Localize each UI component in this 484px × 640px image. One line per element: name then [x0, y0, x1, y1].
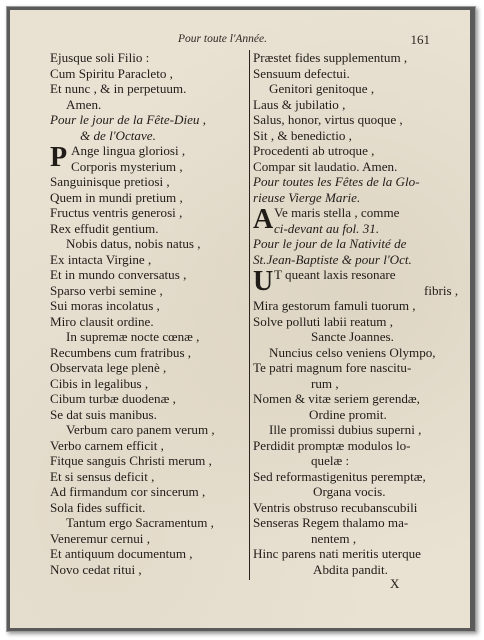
text-line: nentem , [311, 530, 357, 546]
text-line: Compar sit laudatio. Amen. [253, 158, 398, 174]
text-line: Ange lingua gloriosi , [71, 143, 186, 158]
text-line: Sed reformastigenitus peremptæ, [253, 468, 426, 484]
text-line: Te patri magnum fore nascitu- [253, 360, 412, 375]
section-heading: rieuse Vierge Marie. [253, 189, 361, 205]
text-line: Præstet fides supplementum , [253, 50, 408, 65]
text-line: Sit , & benedictio , [253, 127, 352, 143]
text-line: Perdidit promptæ modulos lo- [253, 437, 411, 453]
page-number: 161 [410, 32, 430, 47]
text-line: Cum Spiritu Paracleto , [50, 65, 173, 81]
section-heading: St.Jean-Baptiste & pour l'Oct. [253, 251, 412, 267]
book-page [10, 10, 470, 628]
text-line: Sparso verbi semine , [50, 282, 163, 298]
hymn-opening [253, 205, 451, 236]
text-line: Corporis mysterium , [71, 158, 183, 174]
text-line: In supremæ nocte cœnæ , [66, 329, 200, 344]
section-heading: Pour le jour de la Fête-Dieu , [50, 112, 206, 127]
text-line: T queant laxis resonare [274, 267, 396, 282]
text-line: ci-devant au fol. 31. [274, 220, 380, 236]
text-line: Senseras Regem thalamo ma- [253, 515, 409, 530]
text-line: Hinc parens nati meritis uterque [253, 546, 421, 561]
text-line: Et antiquum documentum , [50, 546, 193, 561]
text-line: Laus & jubilatio , [253, 96, 346, 112]
section-heading: & de l'Octave. [80, 127, 156, 143]
text-line: Sanguinisque pretiosi , [50, 174, 170, 189]
text-line: Se dat suis manibus. [50, 406, 157, 422]
drop-cap: U [253, 266, 274, 297]
text-line: Miro clausit ordine. [50, 313, 154, 329]
text-line: Abdita pandit. [313, 561, 388, 577]
signature-mark: X [390, 576, 400, 591]
running-header [10, 32, 470, 50]
text-line: Verbum caro panem verum , [66, 422, 215, 437]
column-divider [249, 50, 250, 580]
amen-line: Amen. [66, 96, 102, 112]
text-line: Ventris obstruso recubanscubili [253, 499, 418, 515]
text-line: Cibis in legalibus , [50, 375, 149, 391]
text-line: Fitque sanguis Christi merum , [50, 453, 212, 468]
section-heading: Pour toutes les Fêtes de la Glo- [253, 174, 420, 189]
text-line: Sensuum defectui. [253, 65, 350, 81]
text-line: Ad firmandum cor sincerum , [50, 484, 206, 499]
text-line: Cibum turbæ duodenæ , [50, 391, 176, 406]
text-line: Tantum ergo Sacramentum , [66, 515, 214, 530]
text-line: Solve polluti labii reatum , [253, 313, 394, 329]
left-column [50, 50, 246, 577]
hymn-opening [253, 266, 459, 298]
running-title: Pour toute l'Année. [178, 33, 268, 45]
text-line: Sui moras incolatus , [50, 298, 160, 313]
text-line: Sola fides sufficit. [50, 499, 146, 515]
text-line: Organa vocis. [313, 484, 386, 499]
text-line: Et in mundo conversatus , [50, 267, 187, 282]
text-line: quelæ : [311, 453, 350, 468]
text-line: Quem in mundi pretium , [50, 189, 183, 205]
text-line: Fructus ventris generosi , [50, 205, 183, 220]
text-line: Nomen & vitæ seriem gerendæ, [253, 391, 420, 406]
text-line: Veneremur cernui , [50, 530, 150, 546]
text-line: rum , [311, 375, 339, 391]
text-line: Genitori genitoque , [269, 81, 375, 96]
text-line: Ex intacta Virgine , [50, 251, 152, 267]
drop-cap: A [253, 204, 274, 235]
text-line: Novo cedat ritui , [50, 561, 142, 577]
text-line: fibris , [424, 282, 459, 298]
text-line: Ille promissi dubius superni , [269, 422, 422, 437]
text-line: Ejusque soli Filio : [50, 50, 150, 65]
text-line: Observata lege plenè , [50, 360, 167, 375]
text-line: Rex effudit gentium. [50, 220, 159, 236]
right-column [253, 50, 459, 577]
text-line: Sancte Joannes. [311, 329, 394, 344]
section-heading: Pour le jour de la Nativité de [253, 236, 407, 251]
text-line: Nuncius celso veniens Olympo, [269, 344, 436, 360]
drop-cap: P [50, 142, 68, 173]
text-line: Et si sensus deficit , [50, 468, 155, 484]
hymn-opening [50, 143, 246, 174]
text-line: Nobis datus, nobis natus , [66, 236, 201, 251]
text-line: Mira gestorum famuli tuorum , [253, 298, 416, 313]
text-line: Et nunc , & in perpetuum. [50, 81, 187, 96]
text-line: Ve maris stella , comme [274, 205, 400, 220]
text-line: Salus, honor, virtus quoque , [253, 112, 403, 127]
text-line: Procedenti ab utroque , [253, 143, 375, 158]
text-line: Verbo carnem efficit , [50, 437, 164, 453]
text-line: Ordine promit. [309, 406, 387, 422]
text-line: Recumbens cum fratribus , [50, 344, 192, 360]
